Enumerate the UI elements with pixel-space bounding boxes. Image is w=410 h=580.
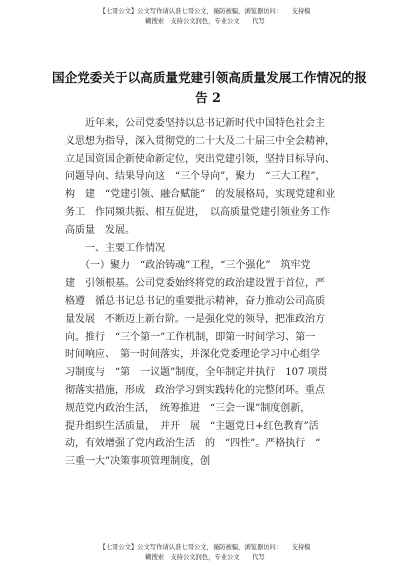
header-line-2: 糊搜索 支持公文润色，专业公文 代写 (145, 18, 265, 25)
body-line: 立足国资国企新使命新定位，突出党建引领，坚持目标导向、 (65, 153, 335, 165)
body-line: 建 引领根基。公司党委始终将党的政治建设置于首位，严 (65, 278, 325, 290)
body-line: 量发展 不断迈上新台阶。一是强化党的领导，把准政治方 (65, 313, 325, 325)
document-body (65, 115, 355, 471)
document-title (52, 68, 367, 108)
body-line: 格遵 循总书记总书记的重要批示精神，奋力推动公司高质 (65, 295, 325, 307)
body-line: 提升组织生活质量， 并开 展 “主题党日+红色教育”活 (65, 420, 319, 432)
body-line: 三重一大”决策事项管理制度，创 (65, 456, 211, 468)
body-line: （一）聚力 “政治铸魂”工程，“三个强化” 筑牢党 (65, 260, 311, 272)
watermark-footer (0, 543, 410, 563)
title-line-1: 国企党委关于以高质量党建引领高质量发展工作情况的报 (52, 70, 367, 85)
body-line: 规范党内政治生活， 统筹推进 “三会一课”制度创新， (65, 402, 311, 414)
footer-line-2: 糊搜索 支持公文润色，专业公文 代写 (145, 554, 265, 561)
body-line: 一、主要工作情况 (65, 242, 165, 254)
body-line: 向。推行 “三个第一”工作机制，即第一时间学习、第一 (65, 331, 316, 343)
header-line-1: 【七哥公文】公文写作请认准七哥公文，谨防被骗，浏览器访问： 支持模 (99, 8, 311, 15)
body-line: 构 建 “党建引领、融合赋能” 的发展格局，实现党建和业 (65, 189, 336, 201)
body-line: 时间响应、 第一时间落实，并深化党委理论学习中心组学 (65, 349, 320, 361)
footer-line-1: 【七哥公文】公文写作请认准七哥公文，谨防被骗，浏览器访问： 支持模 (99, 544, 311, 551)
body-line: 高质量 发展。 (65, 224, 135, 236)
title-line-2: 告 2 (195, 90, 221, 105)
body-line: 习制度与 “第 一议题”制度，全年制定并执行 107 项贯 (65, 367, 328, 379)
body-line: 近年来，公司党委坚持以总书记新时代中国特色社会主 (65, 118, 325, 129)
body-line: 务工 作同频共振、相互促进， 以高质量党建引领业务工作 (65, 206, 330, 218)
body-line: 彻落实措施，形成 政治学习到实践转化的完整闭环。重点 (65, 384, 325, 396)
watermark-header (0, 7, 410, 27)
body-line: 义思想为指导，深入贯彻党的二十大及二十届三中全会精神， (65, 135, 335, 147)
body-line: 问题导向、结果导向这 “三个导向”，聚力 “三大工程”， (65, 171, 326, 183)
body-line: 动，有效增强了党内政治生活 的 “四性”。严格执行 “ (65, 438, 321, 450)
